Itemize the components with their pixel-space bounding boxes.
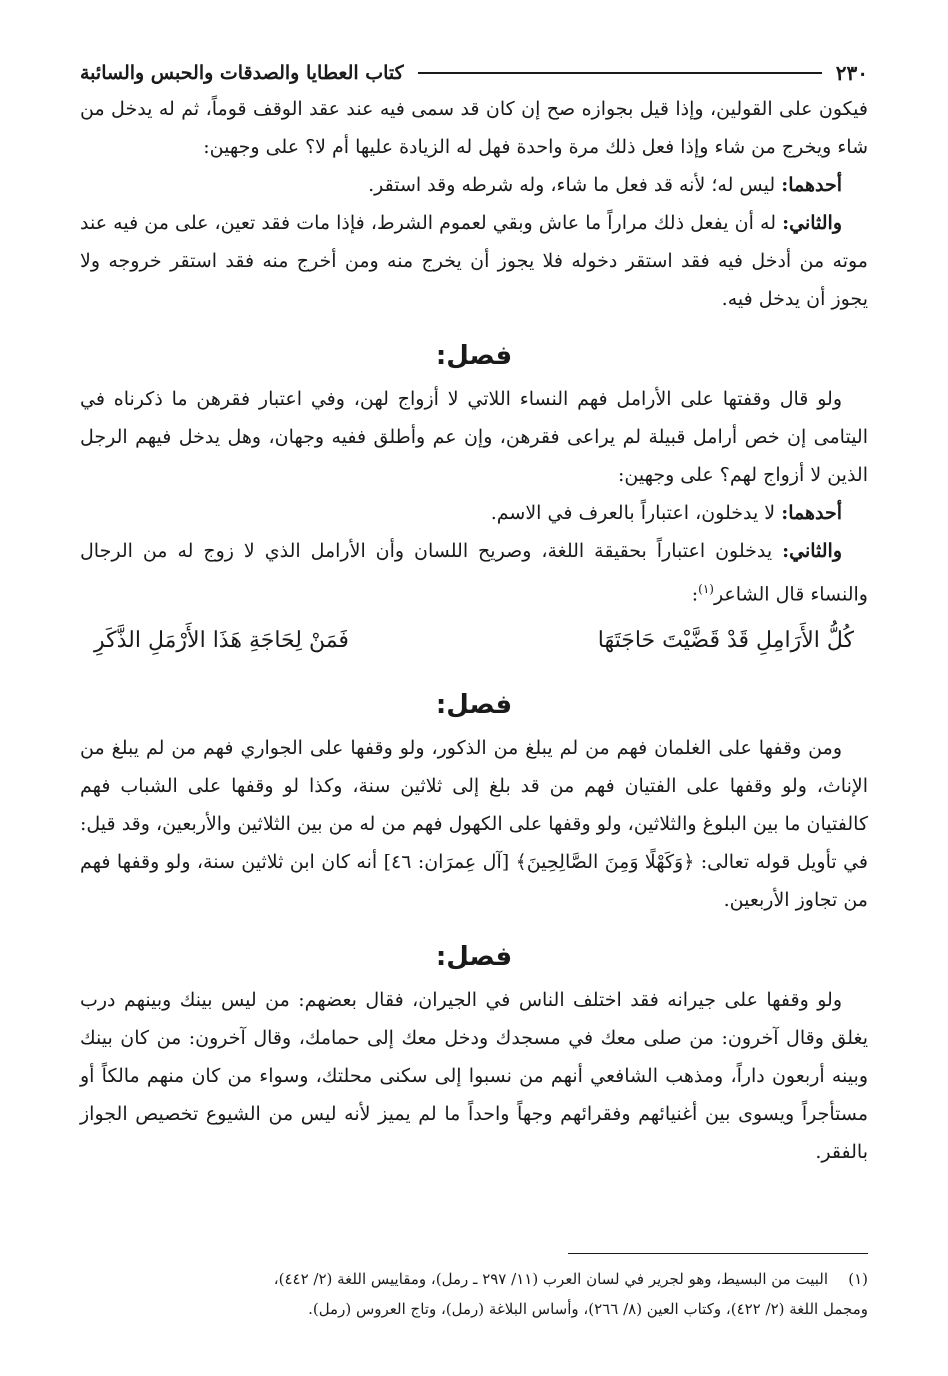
verse-second-hemistich: فَمَنْ لِحَاجَةِ هَذَا الأَرْمَلِ الذَّكَرِ (94, 628, 349, 654)
section1-paragraph: ولو قال وقفتها على الأرامل فهم النساء اللاتي لا أزواج لهن، وفي اعتبار فقرهن ما ذكرناه في اليتامى إن خص أرامل قبيلة لم يراعى فقرهن، وإن عم وأطلق ففيه وجهان، وهل يدخل فيهم الرجل الذين لا أزواج لهم؟ على وجهين: (80, 388, 868, 486)
section1-second-opinion (80, 532, 868, 613)
first-opinion-label: أحدهما: (781, 174, 842, 196)
footnote-divider (568, 1253, 868, 1254)
section-heading: فصل: (435, 341, 513, 371)
page-number: ٢٣٠ (835, 61, 868, 85)
poetry-verse (80, 613, 868, 667)
section-heading: فصل: (435, 690, 513, 721)
page-body (80, 56, 868, 1171)
intro-first-opinion (80, 166, 868, 204)
verse-first-hemistich: كُلُّ الأَرَامِلِ قَدْ قَضَّيْتَ حَاجَتَهَا (597, 628, 854, 654)
footnote-text: البيت من البسيط، وهو لجرير في لسان العرب (١١/ ٢٩٧ ـ رمل)، ومقاييس اللغة (٢/ ٤٤٢)، (273, 1270, 828, 1288)
footnote-line: ومجمل اللغة (٢/ ٤٢٢)، وكتاب العين (٨/ ٢٦٦)، وأساس البلاغة (رمل)، وتاج العروس (رمل). (308, 1300, 868, 1318)
second-opinion-label: والثاني: (782, 212, 842, 234)
first-opinion-text: ليس له؛ لأنه قد فعل ما شاء، وله شرطه وقد استقر. (368, 174, 782, 196)
section3-paragraph: ولو وقفها على جيرانه فقد اختلف الناس في الجيران، فقال بعضهم: من ليس بينك وبينهم درب يغلق وقال آخرون: من صلى معك في مسجدك ودخل معك إلى حمامك، وقال آخرون: من كان بينك وبينه أربعون داراً، ومذهب الشافعي أنهم من نسبوا إلى سكنى محلتك، وسواء من كان منهم مالكاً أو مستأجراً ويسوى بين أغنيائهم وفقرائهم وجهاً واحداً ما لم يميز لأنه ليس من الشيوع تخصيص الجواز بالفقر. (80, 989, 868, 1164)
footnote-line (80, 1264, 868, 1294)
footnotes (80, 1264, 868, 1324)
footnote-reference[interactable]: (١) (698, 582, 714, 596)
section-heading: فصل: (435, 942, 513, 973)
footnote-number: (١) (848, 1270, 868, 1288)
section1-first-opinion (80, 494, 868, 532)
second-opinion-end: : (691, 583, 699, 606)
second-opinion-label: والثاني: (782, 540, 842, 562)
running-header (80, 56, 868, 90)
first-opinion-text: لا يدخلون، اعتباراً بالعرف في الاسم. (490, 502, 782, 524)
intro-second-opinion (80, 204, 868, 318)
second-opinion-text: له أن يفعل ذلك مراراً ما عاش وبقي لعموم الشرط، فإذا مات فقد تعين، على من فيه عند موته من أدخل فيه فقد استقر دخوله فلا يجوز أن يخرج منه ومن أخرج منه فقد استقر خروجه ولا يجوز أن يدخل فيه. (80, 212, 868, 310)
first-opinion-label: أحدهما: (781, 502, 842, 524)
header-rule (418, 72, 822, 74)
second-opinion-text: يدخلون اعتباراً بحقيقة اللغة، وصريح اللسان وأن الأرامل الذي لا زوج له من الرجال والنساء قال الشاعر (80, 540, 868, 606)
book-title: كتاب العطايا والصدقات والحبس والسائبة (80, 62, 404, 84)
intro-paragraph: فيكون على القولين، وإذا قيل بجوازه صح إن كان قد سمى فيه عند عقد الوقف قوماً، ثم له يدخل من شاء ويخرج من شاء وإذا فعل ذلك مرة واحدة فهل له الزيادة عليها أم لا؟ على وجهين: (80, 98, 868, 158)
section2-paragraph: ومن وقفها على الغلمان فهم من لم يبلغ من الذكور، ولو وقفها على الجواري فهم من لم يبلغ من الإناث، ولو وقفها على الفتيان فهم من قد بلغ إلى ثلاثين سنة، وكذا لو وقفها على الشباب فهم كالفتيان ما بين البلوغ والثلاثين، ولو وقفها على الكهول فهم من له من بين الثلاثين والأربعين، وقد قيل: في تأويل قوله تعالى: ﴿وَكَهْلًا وَمِنَ الصَّالِحِينَ﴾ [آل عِمرَان: ٤٦] أنه كان ابن ثلاثين سنة، ولو وقفها فهم من تجاوز الأربعين. (80, 737, 868, 912)
